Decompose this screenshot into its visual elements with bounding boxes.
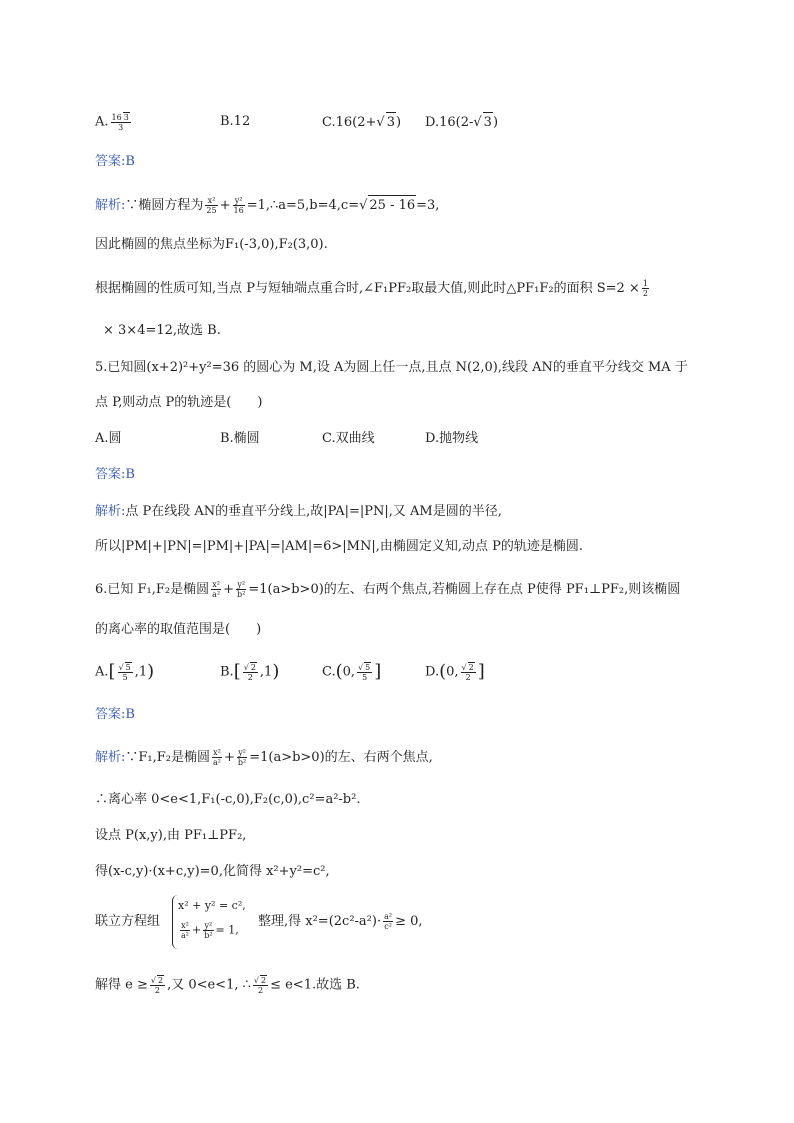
analysis-q6-line5-label: 联立方程组 (95, 914, 161, 929)
answer-q6: 答案:B (95, 707, 135, 722)
q6-option-d: D.(0, $\frac{√ 2}{2}$ ] (425, 661, 485, 682)
q6-option-b: B.[ $\frac{√ 2}{2}$ ,1) (220, 661, 280, 682)
analysis-q6-line1: 解析:∵F₁,F₂是椭圆 $\frac{\text{x²}}{\text{a²}}$ + $\frac{\text{y²}}{\text{b²}}$ =1(a>b>0)的左、右两个焦点, (95, 748, 433, 767)
q4-option-b: B.12 (220, 114, 251, 129)
analysis-q6-line3: 设点 P(x,y),由 PF₁⊥PF₂, (95, 828, 247, 843)
equation-system-row2: $\frac{\text{x²}}{\text{a²}}$ + $\frac{\text{y²}}{\text{b²}}$ = 1, (181, 921, 239, 940)
q5-stem-line2: 点 P,则动点 P的轨迹是( ) (95, 395, 263, 410)
q6-option-c: C.(0, $\frac{√ 5}{5}$ ] (322, 661, 382, 682)
equation-system-row1: x² + y² = c², (178, 899, 246, 912)
q6-option-a: A.[ $\frac{√ 5}{5}$ ,1) (95, 661, 155, 682)
q4-option-c: C.16(2+√ 3) (322, 112, 401, 133)
analysis-q4-line2: 因此椭圆的焦点坐标为F₁(-3,0),F₂(3,0). (95, 237, 328, 252)
q6-stem-line1: 6.已知 F₁,F₂是椭圆 $\frac{\text{x²}}{\text{a²}}$ + $\frac{\text{y²}}{\text{b²}}$ =1(a>b>0)的左、右两个焦点,若椭圆上存在点 P使得 PF₁⊥PF₂,则该椭圆 (95, 580, 681, 599)
analysis-q5-line2: 所以|PM|+|PN|=|PM|+|PA|=|AM|=6>|MN|,由椭圆定义知,动点 P的轨迹是椭圆. (95, 539, 584, 554)
answer-q4: 答案:B (95, 154, 135, 169)
analysis-q6-line4: 得(x-c,y)·(x+c,y)=0,化简得 x²+y²=c², (95, 864, 330, 879)
q6-stem-line2: 的离心率的取值范围是( ) (95, 622, 262, 637)
q5-stem-line1: 5.已知圆(x+2)²+y²=36 的圆心为 M,设 A为圆上任一点,且点 N(2,0),线段 AN的垂直平分线交 MA 于 (95, 360, 688, 375)
q5-option-c: C.双曲线 (322, 431, 375, 446)
analysis-q5-line1: 解析:点 P在线段 AN的垂直平分线上,故|PA|=|PN|,又 AM是圆的半径, (95, 504, 502, 519)
analysis-q6-line6: 解得 e ≥ $\frac{√ 2}{2}$ ,又 0<e<1, ∴ $\frac{√ 2}{2}$ ≤ e<1.故选 B. (95, 976, 360, 995)
analysis-q6-line5-rest: 整理,得 x²=(2c²-a²)· $\frac{\text{a²}}{\text{c²}}$ ≥ 0, (258, 912, 423, 931)
analysis-q4-line4: × 3×4=12,故选 B. (103, 323, 221, 338)
analysis-q6-line2: ∴离心率 0<e<1,F₁(-c,0),F₂(c,0),c²=a²-b². (95, 792, 361, 807)
analysis-q4-line3: 根据椭圆的性质可知,当点 P与短轴端点重合时,∠F₁PF₂取最大值,则此时△PF₁F₂的面积 S=2 × $\frac{1}{2}$ (95, 279, 648, 298)
analysis-q4-line1: 解析:∵椭圆方程为 $\frac{\text{x²}}{25}$ + $\frac{\text{y²}}{16}$ =1,∴a=5,b=4,c=√ 25 - 16=3, (95, 196, 440, 215)
q5-option-d: D.抛物线 (425, 431, 479, 446)
q4-option-a: A. $\frac{16 3}{3}$ (95, 113, 129, 132)
q5-option-a: A.圆 (95, 431, 122, 446)
q4-option-d: D.16(2-√ 3) (425, 112, 498, 133)
q5-option-b: B.椭圆 (220, 431, 260, 446)
answer-q5: 答案:B (95, 467, 135, 482)
